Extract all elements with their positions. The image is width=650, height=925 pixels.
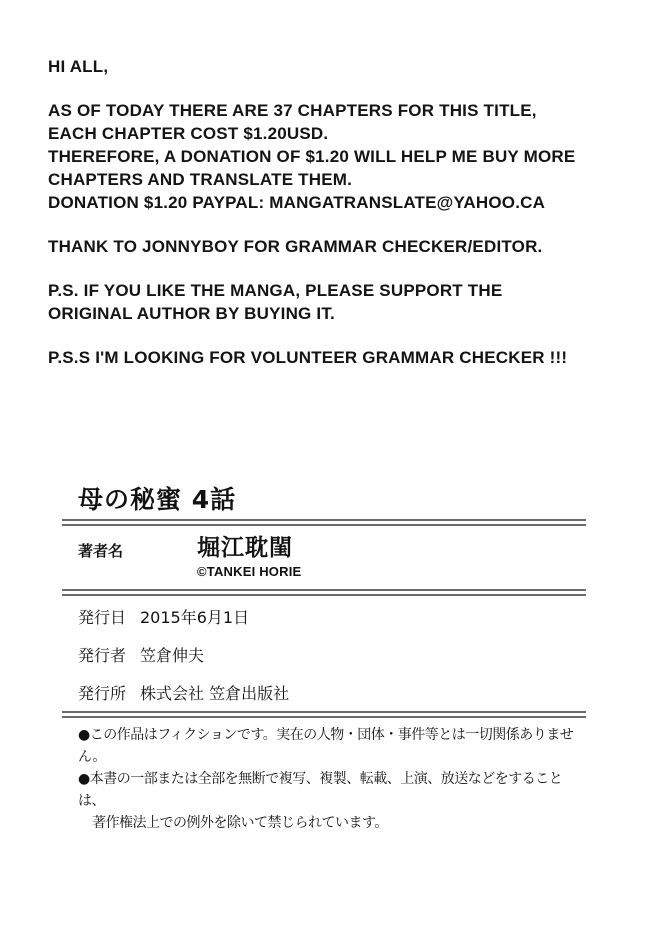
publication-row-publisher-person bbox=[78, 647, 586, 665]
note-line: AS OF TODAY THERE ARE 37 CHAPTERS FOR THIS TITLE, bbox=[48, 101, 537, 120]
author-value bbox=[197, 535, 301, 579]
publication-row-publisher-company bbox=[78, 685, 586, 703]
author-label: 著者名 bbox=[78, 542, 124, 560]
note-thanks: THANK TO JONNYBOY FOR GRAMMAR CHECKER/EDITOR. bbox=[48, 237, 543, 256]
row-value: 2015年6月1日 bbox=[140, 608, 250, 627]
note-pss: P.S.S I'M LOOKING FOR VOLUNTEER GRAMMAR CHECKER !!! bbox=[48, 348, 568, 367]
notice-line: ●本書の一部または全部を無断で複写、複製、転載、上演、放送などをすることは、 bbox=[78, 771, 563, 809]
divider-author-double-line bbox=[62, 589, 586, 596]
author-row bbox=[62, 535, 586, 579]
note-line: ORIGINAL AUTHOR BY BUYING IT. bbox=[48, 304, 335, 323]
manga-title: 母の秘蜜 4話 bbox=[78, 485, 237, 514]
divider-title-double-line bbox=[62, 519, 586, 526]
row-label: 発行所 bbox=[78, 684, 127, 703]
note-line: CHAPTERS AND TRANSLATE THEM. bbox=[48, 170, 353, 189]
divider-publisher-double-line bbox=[62, 711, 586, 718]
note-paypal-line: DONATION $1.20 PAYPAL: MANGATRANSLATE@YAHOO.CA bbox=[48, 193, 546, 212]
publication-row-date bbox=[78, 609, 586, 627]
row-value: 笠倉伸夫 bbox=[140, 646, 205, 665]
note-line: EACH CHAPTER COST $1.20USD. bbox=[48, 124, 329, 143]
row-label: 発行者 bbox=[78, 646, 127, 665]
note-line: THEREFORE, A DONATION OF $1.20 WILL HELP ME BUY MORE bbox=[48, 147, 576, 166]
translator-note bbox=[48, 55, 623, 390]
note-greeting: HI ALL, bbox=[48, 57, 109, 76]
author-name: 堀江耽閨 bbox=[197, 535, 293, 561]
notice-line: ●この作品はフィクションです。実在の人物・団体・事件等とは一切関係ありません。 bbox=[78, 727, 574, 765]
publication-rows bbox=[62, 609, 586, 703]
author-copyright: ©TANKEI HORIE bbox=[197, 564, 302, 579]
row-label: 発行日 bbox=[78, 608, 127, 627]
note-line: P.S. IF YOU LIKE THE MANGA, PLEASE SUPPORT THE bbox=[48, 281, 503, 300]
notice-line-continuation: 著作権法上での例外を除いて禁じられています。 bbox=[92, 815, 388, 831]
row-value: 株式会社 笠倉出版社 bbox=[140, 684, 290, 703]
colophon bbox=[62, 486, 586, 834]
legal-notices bbox=[62, 724, 586, 834]
